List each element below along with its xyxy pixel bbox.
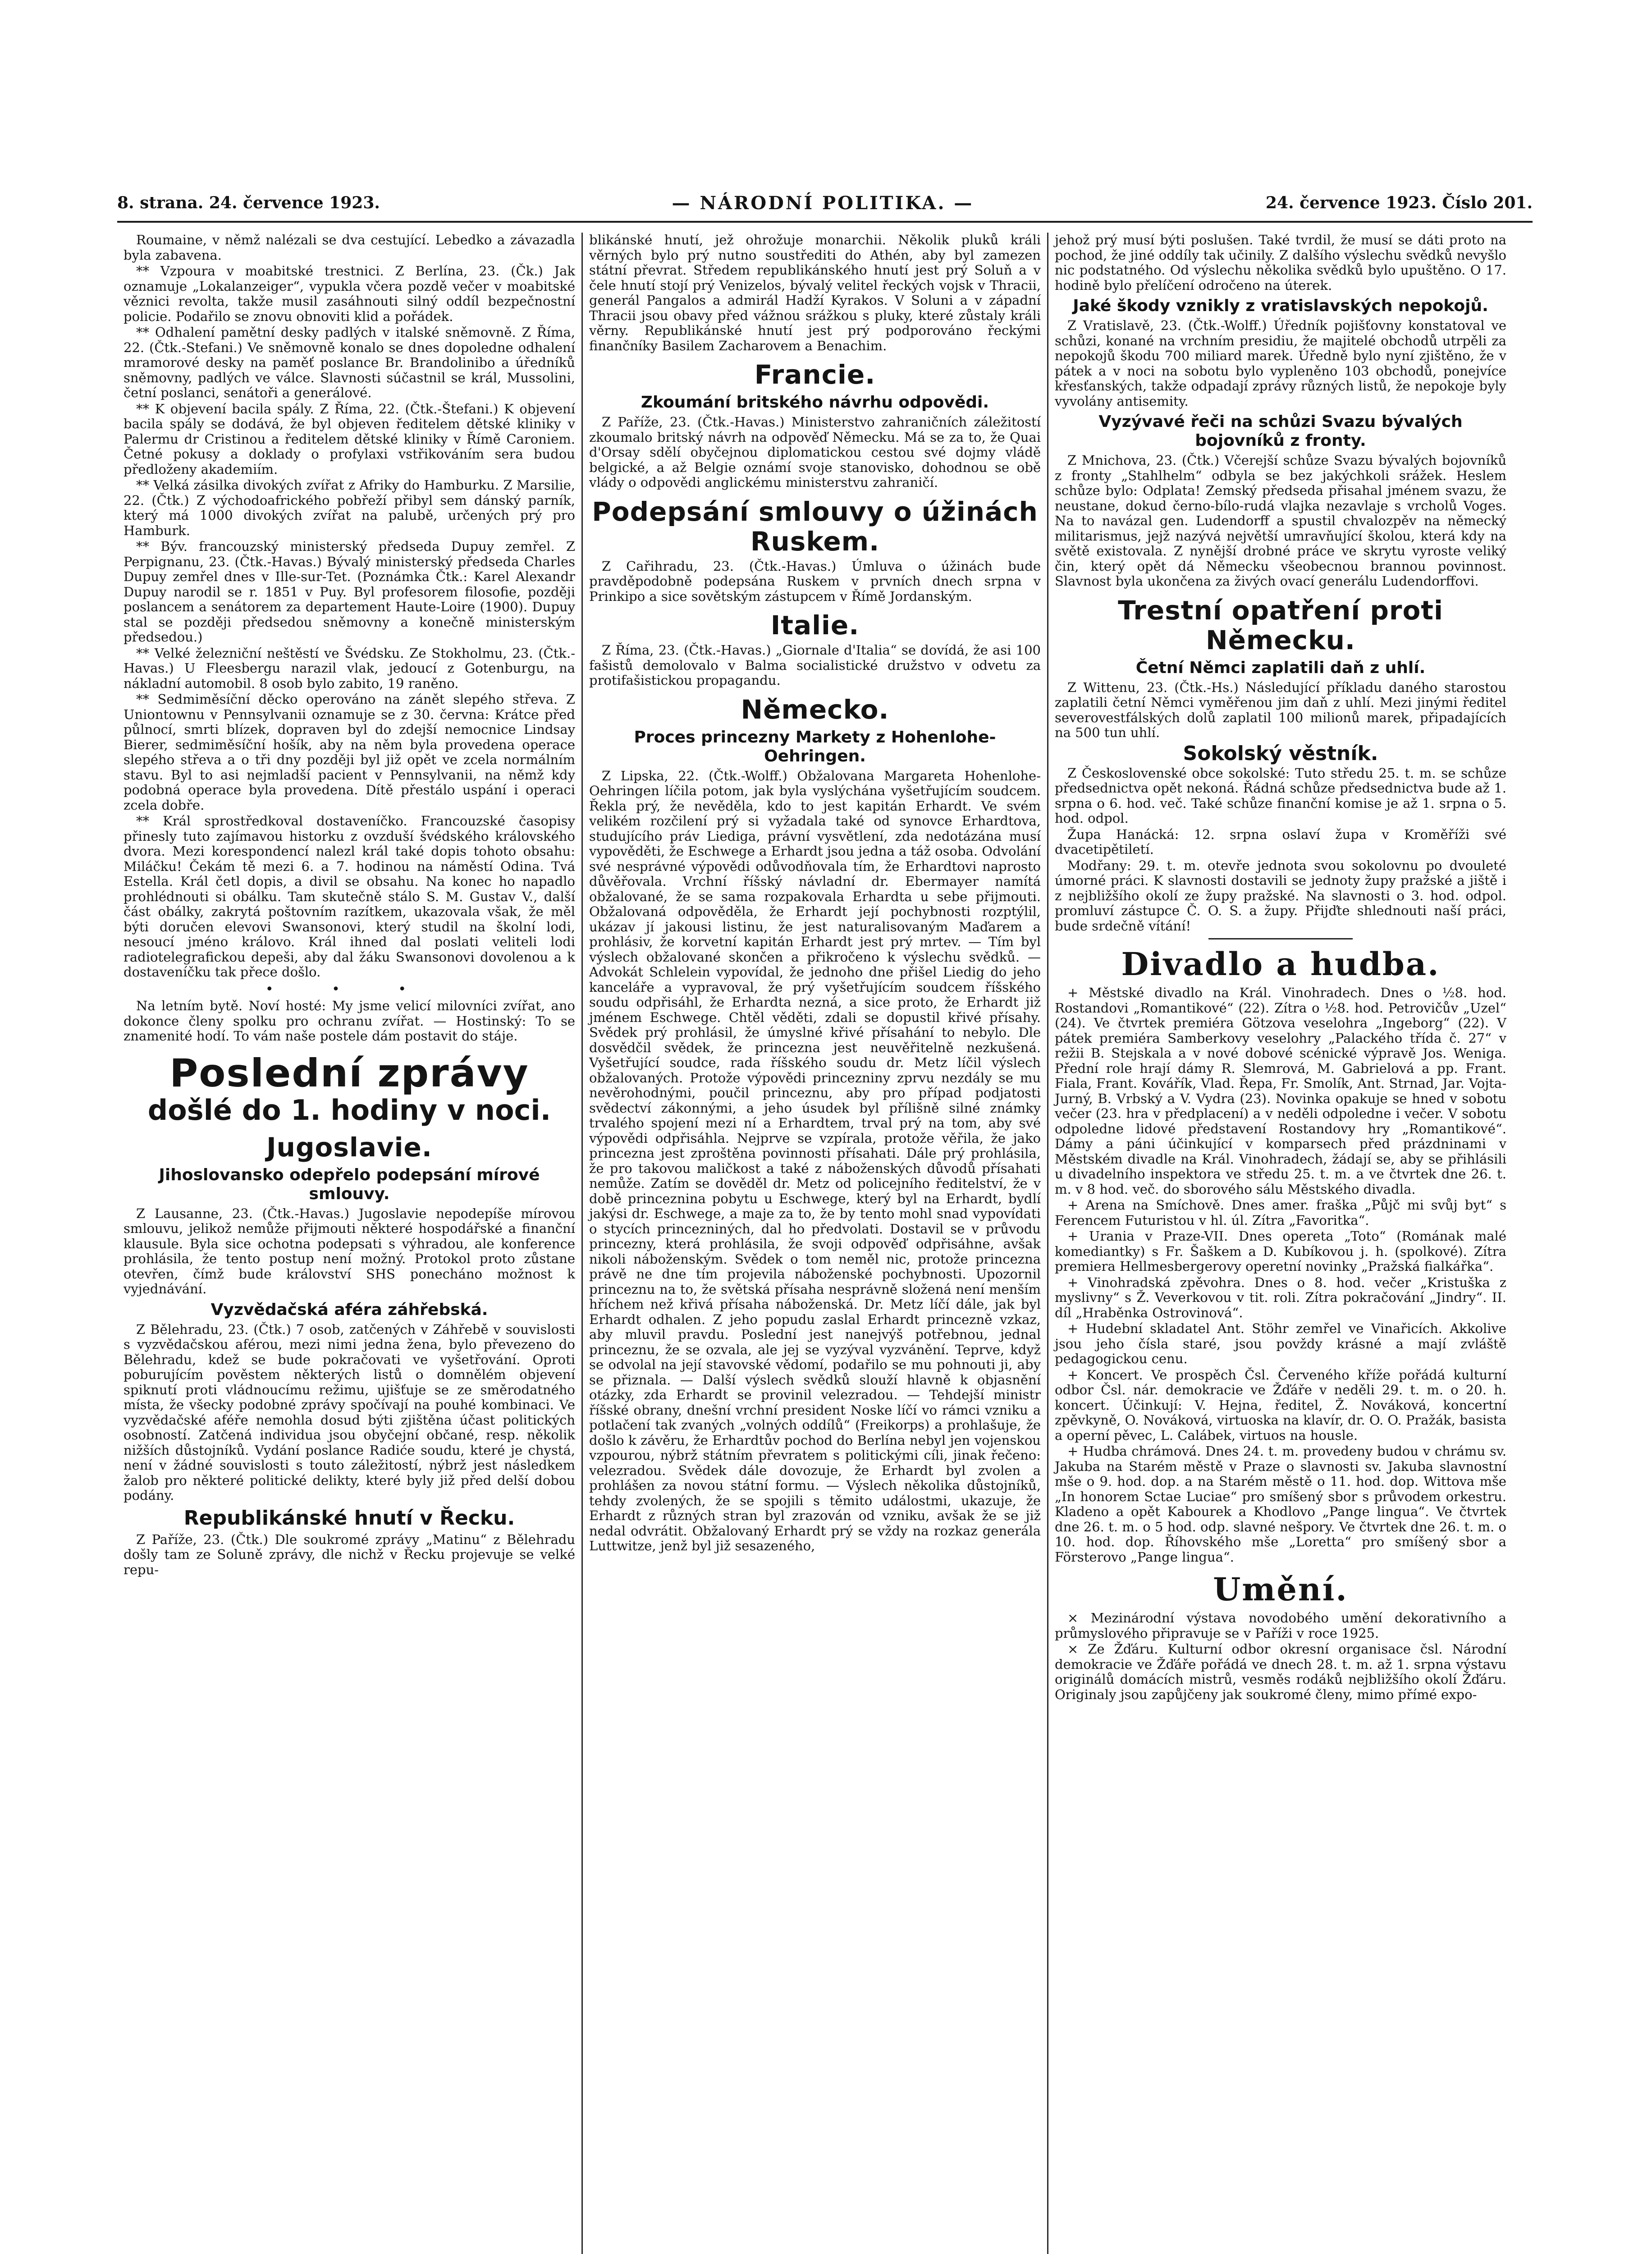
article-paragraph: Z Lipska, 22. (Čtk.-Wolff.) Obžalovana Margareta Hohenlohe-Oehringen líčila potom, jak byla vyslýchána vyšetřujícím soudcem. Řekla prý, že nevěděla, kdo to jest kapitán Erhardt. Ve svém velikém rozčilení prý si vyžadala také od synovce Erhardtova, studujícího práv Liediga, právní vysvětlení, zda nedotázána musí vypověděti, že Eschwege a Erhardt jsou jedna a táž osoba. Odvolání své nesprávné výpovědi odůvodňovala tím, že Erhardtovi naprosto důvěřovala. Vrchní říšský návladní dr. Ebermayer namítá obžalované, že se sama rozpakovala Erhardta u sebe přijmouti. Obžalovaná odpověděla, že Erhardt její pochybnosti rozptýlil, ukázav jí jakousi listinu, že jest naturalisovaným Maďarem a prohlásiv, že korvetní kapitán Erhardt jest prý mrtev. — Tím byl výslech obžalované skončen a přikročeno k výslechu svědků. — Advokát Schlelein vypovídal, že jednoho dne přišel Liedig do jeho kanceláře a vypravoval, že prý vyšetřujícím soudcem říšského soudu odpřisáhl, že Erhardta nezná, a sice proto, že Erhardt již jménem Eschwege. Chtěl věděti, zdali se dopustil křivé přísahy. Svědek prý prohlásil, že úmyslné křivé přísahání to nebylo. Dle dosvědčil svědek, že princezna jest neuvěřitelně nezkušená. Vyšetřující soudce, rada říšského soudu dr. Metz líčil výslech obžalovaných. Protože výpovědi princezniny zprvu nezdály se mu nevěrohodnými, poučil princeznu, aby pro případ podjatosti svědectví zákonnými, a jeho úsudek byl přílišně silné známky trvalého spojení mezi ní a Erhardtem, trval prý na tom, aby své výpovědi odpřisáhla. Nejprve se vzpírala, protože věřila, že jako princezna jest zproštěna povinnosti přísahati. Dále prý prohlásila, že pro takovou maličkost a také z náboženských důvodů přísahati nemůže. Zatím se dověděl dr. Metz od policejního ředitelství, že v době princeznina pobytu u Eschwege, který byl na Erhardt, bydlí jakýsi dr. Eschwege, a maje za to, že by tento mohl snad vypovídati o stycích princezniných, dal ho předvolati. Dostavil se v průvodu princezny, která prohlásila, že svoji odpověď odpřisáhne, avšak nikoli náboženským. Svědek o tom neměl nic, protože princezna právě ne dne tím projevila náboženské pochybnosti. Upozornil princeznu na to, že světská přísaha nesprávně složená není menším hříchem než křivá přísaha náboženská. Dr. Metz líčí dále, jak byl Erhardt odhalen. Z jeho popudu zaslal Erhardt princezně vzkaz, aby mluvil pravdu. Poslední jest nanejvýš potřebnou, jednal princeznu, že se ozvala, ale jej se vyzýval vyzvánění. Teprve, když se odvolal na její stavovské vědomí, podařilo se mu pohnouti ji, aby se přiznala. — Další výslech svědků slouží hlavně k objasnění otázky, zda Erhardt se provinil velezradou. — Tehdejší ministr říšské obrany, dnešní vrchní president Noske líčí vo rámci vzniku a potlačení tak zvaných „volných oddílů“ (Freikorps) a prohlašuje, že došlo k závěru, že Erhardtův pochod do Berlína nebyl jen vojenskou vzpourou, nýbrž státním převratem s politickými cíli, jinak řečeno: velezradou. Svědek dále dovozuje, že Erhardt byl zvolen a prohlášen za novou státní formu. — Výslech několika důstojníků, tehdy zvolených, že se spojili s těmito událostmi, ukazuje, že Erhardt z různých stran byl zrazován od vzniku, avšak že se již nedal odvrátit. Obžalovaný Erhardt prý se vždy na rozkaz generála Luttwitze, jenž byl již sesazeného,: [589, 768, 1041, 1553]
header-rule: [117, 221, 1533, 223]
article-paragraph: ** Král sprostředkoval dostaveníčko. Francouzské časopisy přinesly tuto zajímavou historku z ovzduší švédského královského dvora. Mezi korespondencí nalezl král také dopis tohoto obsahu: Miláčku! Čekám tě mezi 6. a 7. hodinou na náměstí Odina. Tvá Estella. Král četl dopis, a divil se obsahu. Na konec ho napadlo prohlédnouti si obálku. Tam skutečně stálo S. M. Gustav V., další část obálky, zakrytá poštovním razítkem, ukazovala však, že měl býti doručen elevovi Swansonovi, který studil na školní lodi, nesoucí jméno královo. Král ihned dal poslati veliteli lodi radiotelegrafickou depeši, aby dal žáku Swansonovi dovolenou a k dostaveníčku tak přece došlo.: [124, 813, 575, 980]
article-paragraph: jehož prý musí býti poslušen. Také tvrdil, že musí se dáti proto na pochod, že jiné oddíly tak učinily. Z dalšího výslechu svědků nevyšlo nic podstatného. Od výslechu několika svědků bylo upuštěno. O 17. hodině bylo přelíčení odročeno na úterek.: [1055, 233, 1506, 293]
article-paragraph: + Hudební skladatel Ant. Stöhr zemřel ve Vinařicích. Akkolive jsou jeho čísla staré, jsou povždy krásné a mají zvláště pedagogickou cenu.: [1055, 1321, 1506, 1366]
article-headline: Jihoslovansko odepřelo podepsání mírové smlouvy.: [159, 1165, 540, 1203]
article-paragraph: ** K objevení bacila spály. Z Říma, 22. (Čtk.-Štefani.) K objevení bacila spály se dodává, že byl objeven ředitelem dětské kliniky v Palermu dr Cristinou a ředitelem dětské kliniky v Římě Caroniem. Četné pokusy a doklady o profylaxi vstřikováním sera budou předloženy akademiím.: [124, 401, 575, 477]
article-paragraph: Z Bělehradu, 23. (Čtk.) 7 osob, zatčených v Záhřebě v souvislosti s vyzvědačskou aférou, mezi nimi jedna žena, bylo převezeno do Bělehradu, kdež se bude pokračovati ve vyšetřování. Oproti poburujícím pověstem některých listů o domnělém objevení spiknutí proti vládnoucímu režimu, ujišťuje se ze směrodatného místa, že všecky podobné zprávy spočívají na pouhé kombinaci. Ve vyzvědačské aféře nemohla dosud býti zjištěna účast politických osobností. Zatčená individua jsou obyčejní občané, resp. několik nižších důstojníků. Vydání poslance Radiće soudu, které je chystá, není v žádné souvislosti s touto záležitostí, nýbrž jest následkem žalob pro některé politické delikty, které byly již před delší dobou podány.: [124, 1321, 575, 1503]
article-paragraph: + Urania v Praze-VII. Dnes opereta „Toto“ (Romának malé komediantky) s Fr. Šaškem a D. Kubíkovou j. h. (spolkové). Zítra premiera Hellmesbergerovy operetní novinky „Pražská fialkářka“.: [1055, 1228, 1506, 1274]
columns: [117, 233, 1533, 2254]
article-paragraph: Z Paříže, 23. (Čtk.) Dle soukromé zprávy „Matinu“ z Bělehradu došly tam ze Soluně zprávy, dle nichž v Řecku projevuje se velké repu-: [124, 1531, 575, 1577]
newspaper-page: [117, 189, 1533, 2254]
article-paragraph: + Městské divadlo na Král. Vinohradech. Dnes o ½8. hod. Rostandovi „Romantikové“ (22). Zítra o ½8. hod. Petrovičův „Uzel“ (24). Ve čtvrtek premiéra Götzova veselohra „Ingeborg“ (22). V pátek premiéra Samberkovy veselohry „Palackého třída č. 27“ v režii B. Stejskala a v nové dobové scénické výpravě Jos. Weniga. Přední role hrají dámy R. Slemrová, M. Gabrielová a pp. Frant. Fiala, Frant. Kovářík, Vlad. Řepa, Fr. Smolík, Ant. Strnad, Jar. Vojta-Jurný, B. Vrbský a V. Vydra (23). Novinka opakuje se hned v sobotu večer (23. hra v předplacení) a v neděli odpoledne i večer. V sobotu odpoledne lidové představení Rostandovy hry „Romantikové“. Dámy a páni účinkující v komparsech před prázdninami v Městském divadle na Král. Vinohradech, žádají se, aby se přihlásili u divadelního inspektora ve středu 25. t. m. a ve čtvrtek dne 26. t. m. v 8 hod. več. do sborového sálu Městského divadla.: [1055, 985, 1506, 1197]
article-paragraph: Z Mnichova, 23. (Čtk.) Včerejší schůze Svazu bývalých bojovníků z fronty „Stahlhelm“ odbyla se bez jakýchkoli srážek. Heslem schůze bylo: Odplata! Zemský předseda přisahal jménem svazu, že neustane, dokud černo-bílo-rudá vlajka nezavlaje s vrcholů Voges. Na to navázal gen. Ludendorff a spustil chvalozpěv na německý militarismus, jejž nazývá největší umravňující školou, která kdy na světě existovala. Z nynější drobné práce ve skrytu vyroste veliký čin, který opět dá Německu všeobecnou brannou povinnost. Slavnost byla ukončena za živých ovací generálu Ludendorffovi.: [1055, 453, 1506, 589]
article-paragraph: ** Odhalení pamětní desky padlých v italské sněmovně. Z Říma, 22. (Čtk.-Stefani.) Ve sněmovně konalo se dnes dopoledne odhalení mramorové desky na paměť poslance Br. Brandolinibo a úředníků sněmovny, padlých ve válce. Slavnosti súčastnil se král, Mussolini, četní poslanci, senátoři a generálové.: [124, 325, 575, 400]
article-paragraph: Z Říma, 23. (Čtk.-Havas.) „Giornale d'Italia“ se dovídá, že asi 100 fašistů demolovalo v Balma socialistické družstvo v odvetu za protifašistickou propagandu.: [589, 642, 1041, 688]
header-right: 24. července 1923. Číslo 201.: [1265, 193, 1533, 212]
section-heading: Italie.: [770, 610, 860, 641]
article-paragraph: ** Velké železniční neštěstí ve Švédsku. Ze Stokholmu, 23. (Čtk.-Havas.) U Fleesbergu narazil vlak, jedoucí z Gotenburgu, na nákladní automobil. 8 osob bylo zabito, 19 raněno.: [124, 645, 575, 691]
article-paragraph: + Arena na Smíchově. Dnes amer. fraška „Půjč mi svůj byt“ s Ferencem Futuristou v hl. úl. Zítra „Favoritka“.: [1055, 1197, 1506, 1228]
article-paragraph: Roumaine, v němž nalézali se dva cestující. Lebedko a závazadla byla zabavena.: [124, 233, 575, 263]
article-paragraph: ** Býv. francouzský ministerský předseda Dupuy zemřel. Z Perpignanu, 23. (Čtk.-Havas.) Bývalý ministerský předseda Charles Dupuy zemřel dnes v Ille-sur-Tet. (Poznámka Čtk.: Karel Alexandr Dupuy narodil se r. 1851 v Puy. Byl profesorem filosofie, později poslancem a senátorem za departement Haute-Loire (1900). Dupuy stal se později předsedou sněmovny a konečně ministerským předsedou.): [124, 539, 575, 645]
article-paragraph: Z Cařihradu, 23. (Čtk.-Havas.) Úmluva o úžinách bude pravděpodobně podepsána Ruskem v prvních dnech srpna v Prinkipo a sice sovětským zástupcem v Římě Jordanským.: [589, 558, 1041, 604]
article-paragraph: + Hudba chrámová. Dnes 24. t. m. provedeny budou v chrámu sv. Jakuba na Starém městě v Praze o slavnosti sv. Jakuba slavnostní mše o 9. hod. dop. a na Starém městě o 11. hod. dop. Wittova mše „In honorem Sctae Luciae“ pro smíšený sbor s průvodem orkestru. Kladeno a opět Kabourek a Khodlovo „Pange lingua“. Ve čtvrtek dne 26. t. m. o 5 hod. odp. slavné nešpory. Ve čtvrtek dne 26. t. m. o 10. hod. dop. Říhovského mše „Loretta“ pro smíšený sbor a Försterovo „Pange lingua“.: [1055, 1443, 1506, 1565]
section-banner-subtitle: došlé do 1. hodiny v noci.: [147, 1093, 551, 1127]
article-paragraph: + Vinohradská zpěvohra. Dnes o 8. hod. večer „Kristuška z myslivny“ s Ž. Veverkovou v tit. roli. Zítra pokračování „Jindry“. II. díl „Hraběnka Ostrovinová“.: [1055, 1274, 1506, 1320]
separator-dots: • • •: [265, 981, 434, 997]
section-heading: Německo.: [741, 694, 889, 725]
masthead: — NÁRODNÍ POLITIKA. —: [672, 192, 974, 214]
section-heading: Trestní opatření proti Německu.: [1118, 595, 1443, 655]
article-headline: Republikánské hnutí v Řecku.: [183, 1506, 515, 1530]
article-paragraph: Župa Hanácká: 12. srpna oslaví župa v Kroměříži své dvacetipětiletí.: [1055, 826, 1506, 857]
column-1: [117, 233, 581, 2254]
article-paragraph: ** Vzpoura v moabitské trestnici. Z Berlína, 23. (Čk.) Jak oznamuje „Lokalanzeiger“, vypukla včera pozdě večer v moabitské věznici revolta, takže musil zasáhnouti silný oddíl bezpečnostní policie. Podařilo se znovu obnoviti klid a pořádek.: [124, 263, 575, 324]
section-heading: Sokolský věstník.: [1183, 742, 1378, 765]
column-2: [583, 233, 1047, 2254]
article-headline: Proces princezny Markety z Hohenlohe-Oehringen.: [634, 728, 996, 765]
article-paragraph: × Mezinárodní výstava novodobého umění dekorativního a průmyslového připravuje se v Paříži v roce 1925.: [1055, 1610, 1506, 1641]
article-headline: Jaké škody vznikly z vratislavských nepokojů.: [1073, 297, 1488, 315]
article-headline: Vyzývavé řeči na schůzi Svazu bývalých bojovníků z fronty.: [1098, 412, 1463, 450]
section-heading: Francie.: [754, 359, 876, 390]
article-paragraph: × Ze Žďáru. Kulturní odbor okresní organisace čsl. Národní demokracie ve Žďáře pořádá ve dnech 28. t. m. až 1. srpna výstavu originálů domácích mistrů, vesměs rodáků nejbližšího okolí Žďáru. Originaly jsou zapůjčeny jak soukromé členy, mimo přímé expo-: [1055, 1641, 1506, 1702]
article-headline: Četní Němci zaplatili daň z uhlí.: [1135, 658, 1426, 677]
column-3: [1048, 233, 1513, 2254]
article-paragraph: Z Wittenu, 23. (Čtk.-Hs.) Následující příkladu daného starostou zaplatili četní Němci vyměřenou jim daň z uhlí. Mezi jinými ředitel severovestfálských dolů zaplatil 100 milionů marek, připadajících na 500 tun uhlí.: [1055, 679, 1506, 740]
article-paragraph: ** Sedmiměsíční děcko operováno na zánět slepého střeva. Z Uniontownu v Pennsylvanii oznamuje se z 30. června: Krátce před půlnocí, smrti blízek, dopraven byl do zdejší nemocnice Lindsay Bierer, sedmiměsíční hošík, aby na něm byla provedena operace slepého střeva a o tři dny později byl již opět ve zcela normálním stavu. Byl to asi nejmladší pacient v Pennsylvanii, na němž kdy podobná operace byla provedena. Dítě přestálo uspání i operaci zcela dobře.: [124, 692, 575, 813]
article-paragraph: Na letním bytě. Noví hosté: My jsme velicí milovníci zvířat, ano dokonce členy spolku pro ochranu zvířat. — Hostinský: To se znamenité hodí. To vám naše postele dám postavit do stáje.: [124, 998, 575, 1044]
header-left: 8. strana. 24. července 1923.: [117, 193, 380, 212]
article-paragraph: Z Československé obce sokolské: Tuto středu 25. t. m. se schůze předsednictva opět nekoná. Řádná schůze předsednictva bude až 1. srpna o 6. hod. več. Také schůze finanční komise je až 1. srpna o 5. hod. odpol.: [1055, 765, 1506, 826]
article-paragraph: Modřany: 29. t. m. otevře jednota svou sokolovnu po dvouleté úmorné práci. K slavnosti dostavili se jednoty župy pražské a jiště i z nejbližšího okolí ze župy pražské. Na slavnosti o 3. hod. odpol. promluví zástupce Č. O. S. a župy. Přijďte shlednouti naší práci, bude srdečně vítání!: [1055, 857, 1506, 934]
article-paragraph: ** Velká zásilka divokých zvířat z Afriky do Hamburku. Z Marsilie, 22. (Čtk.) Z východoafrického pobřeží přibyl sem dánský parník, který má 1000 divokých zvířat na palubě, určených prý pro Hamburk.: [124, 477, 575, 538]
article-headline: Vyzvědačská aféra záhřebská.: [211, 1300, 488, 1319]
article-paragraph: + Koncert. Ve prospěch Čsl. Červeného kříže pořádá kulturní odbor Čsl. nár. demokracie ve Žďáře v neděli 29. t. m. o 20. h. koncert. Účinkují: V. Hejna, ředitel, Ž. Nováková, koncertní zpěvkyně, O. Nováková, virtuoska na klavír, dr. O. O. Pražák, basista a operní pěvec, L. Calábek, virtuos na housle.: [1055, 1367, 1506, 1443]
section-banner-title: Poslední zprávy: [169, 1050, 529, 1096]
section-rule: [1208, 938, 1353, 939]
article-paragraph: blikánské hnutí, jež ohrožuje monarchii. Několik pluků králi věrných bylo prý nutno soustřediti do Athén, aby byl zamezen státní převrat. Středem republikánského hnutí jest prý Soluň a v čele hnutí stojí prý Venizelos, bývalý velitel řeckých vojsk v Thracii, generál Pangalos a admirál Hadží Kyrakos. V Soluni a v západní Thracii jsou obavy před vážnou srážkou s pluky, které zůstaly králi věrny. Republikánské hnutí jest prý podporováno řeckými finančníky Basilem Zacharovem a Benachim.: [589, 233, 1041, 353]
article-paragraph: Z Vratislavě, 23. (Čtk.-Wolff.) Úředník pojišťovny konstatoval ve schůzi, konané na vrchním presidiu, že majitelé obchodů utrpěli za nepokojů škodu 700 miliard marek. Úředně bylo nyní zjištěno, že v pátek a v noci na sobotu bylo vypleněno 103 obchodů, ponejvíce křesťanských, takže odpadají zprávy různých listů, že nepokoje byly vyvolány antisemity.: [1055, 318, 1506, 409]
section-heading: Jugoslavie.: [266, 1132, 432, 1163]
page-header: [117, 189, 1533, 216]
article-headline: Zkoumání britského návrhu odpovědi.: [641, 393, 989, 412]
section-heading: Umění.: [1213, 1571, 1348, 1608]
section-heading: Divadlo a hudba.: [1121, 945, 1440, 983]
article-paragraph: Z Lausanne, 23. (Čtk.-Havas.) Jugoslavie nepodepíše mírovou smlouvu, jelikož nemůže přijmouti některé hospodářské a finanční klausule. Byla sice ochotna podepsati s výhradou, ale konference prohlásila, že tento postup není možný. Protokol proto zůstane otevřen, čímž bude království SHS ponecháno možnost k vyjednávání.: [124, 1205, 575, 1297]
article-paragraph: Z Paříže, 23. (Čtk.-Havas.) Ministerstvo zahraničních záležitostí zkoumalo britský návrh na odpověď Německu. Má se za to, že Quai d'Orsay sdělí obyčejnou diplomatickou cestou své dojmy vládě belgické, a až Belgie oznámí svoje stanovisko, dohodnou se obě vlády o odpovědi anglickému ministerstvu zahraničí.: [589, 414, 1041, 490]
section-heading: Podepsání smlouvy o úžinách Ruskem.: [592, 496, 1038, 557]
